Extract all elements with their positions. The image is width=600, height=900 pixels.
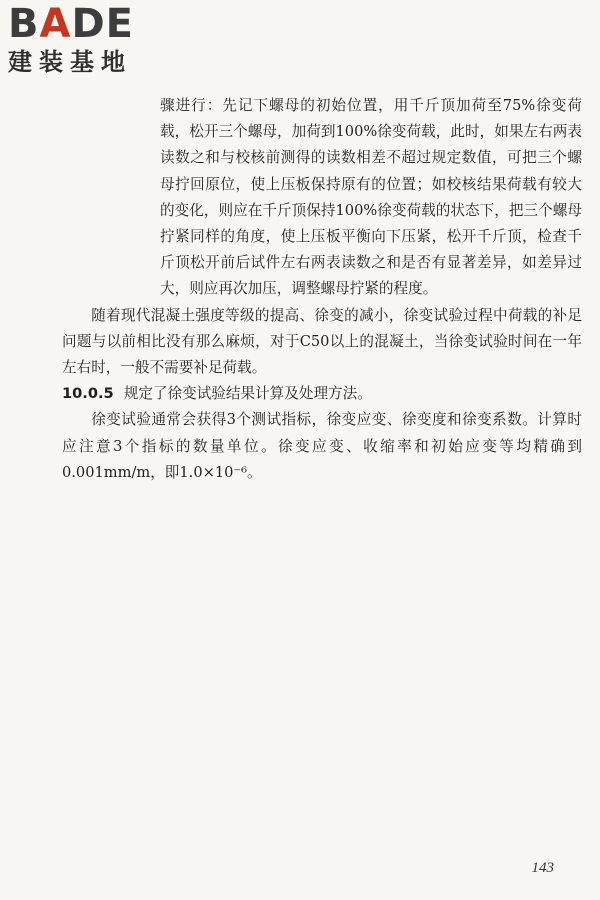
clause-number: 10.0.5 bbox=[62, 385, 114, 403]
logo-letter-b: B bbox=[8, 1, 40, 47]
page-number: 143 bbox=[531, 860, 554, 876]
page-body bbox=[62, 93, 582, 486]
clause-10-0-5 bbox=[62, 381, 582, 407]
logo-letter-d: D bbox=[71, 1, 106, 47]
paragraph-indicators: 徐变试验通常会获得3个测试指标，徐变应变、徐变度和徐变系数。计算时应注意3个指标的数量单位。徐变应变、收缩率和初始应变等均精确到0.001mm/m，即1.0×10⁻⁶。 bbox=[62, 411, 582, 481]
bade-logo bbox=[8, 1, 178, 76]
paragraph-continued: 骤进行：先记下螺母的初始位置，用千斤顶加荷至75%徐变荷载，松开三个螺母，加荷到100%徐变荷载，此时，如果左右两表读数之和与校核前测得的读数相差不超过规定数值，可把三个螺母拧回原位，使上压板保持原有的位置；如校核结果荷载有较大的变化，则应在千斤顶保持100%徐变荷载的状态下，把三个螺母拧紧同样的角度，使上压板平衡向下压紧，松开千斤顶，检查千斤顶松开前后试件左右两表读数之和是否有显著差异，如差异过大，则应再次加压，调整螺母拧紧的程度。 bbox=[160, 97, 582, 298]
clause-text: 规定了徐变试验结果计算及处理方法。 bbox=[123, 385, 372, 403]
paragraph-modern-concrete: 随着现代混凝土强度等级的提高、徐变的减小，徐变试验过程中荷载的补足问题与以前相比没有那么麻烦，对于C50以上的混凝土，当徐变试验时间在一年左右时，一般不需要补足荷载。 bbox=[62, 306, 582, 377]
logo-subtitle: 建装基地 bbox=[8, 48, 132, 76]
logo-letter-a: A bbox=[39, 1, 72, 47]
logo-letter-e: E bbox=[105, 1, 134, 47]
logo-wordmark bbox=[8, 1, 178, 47]
